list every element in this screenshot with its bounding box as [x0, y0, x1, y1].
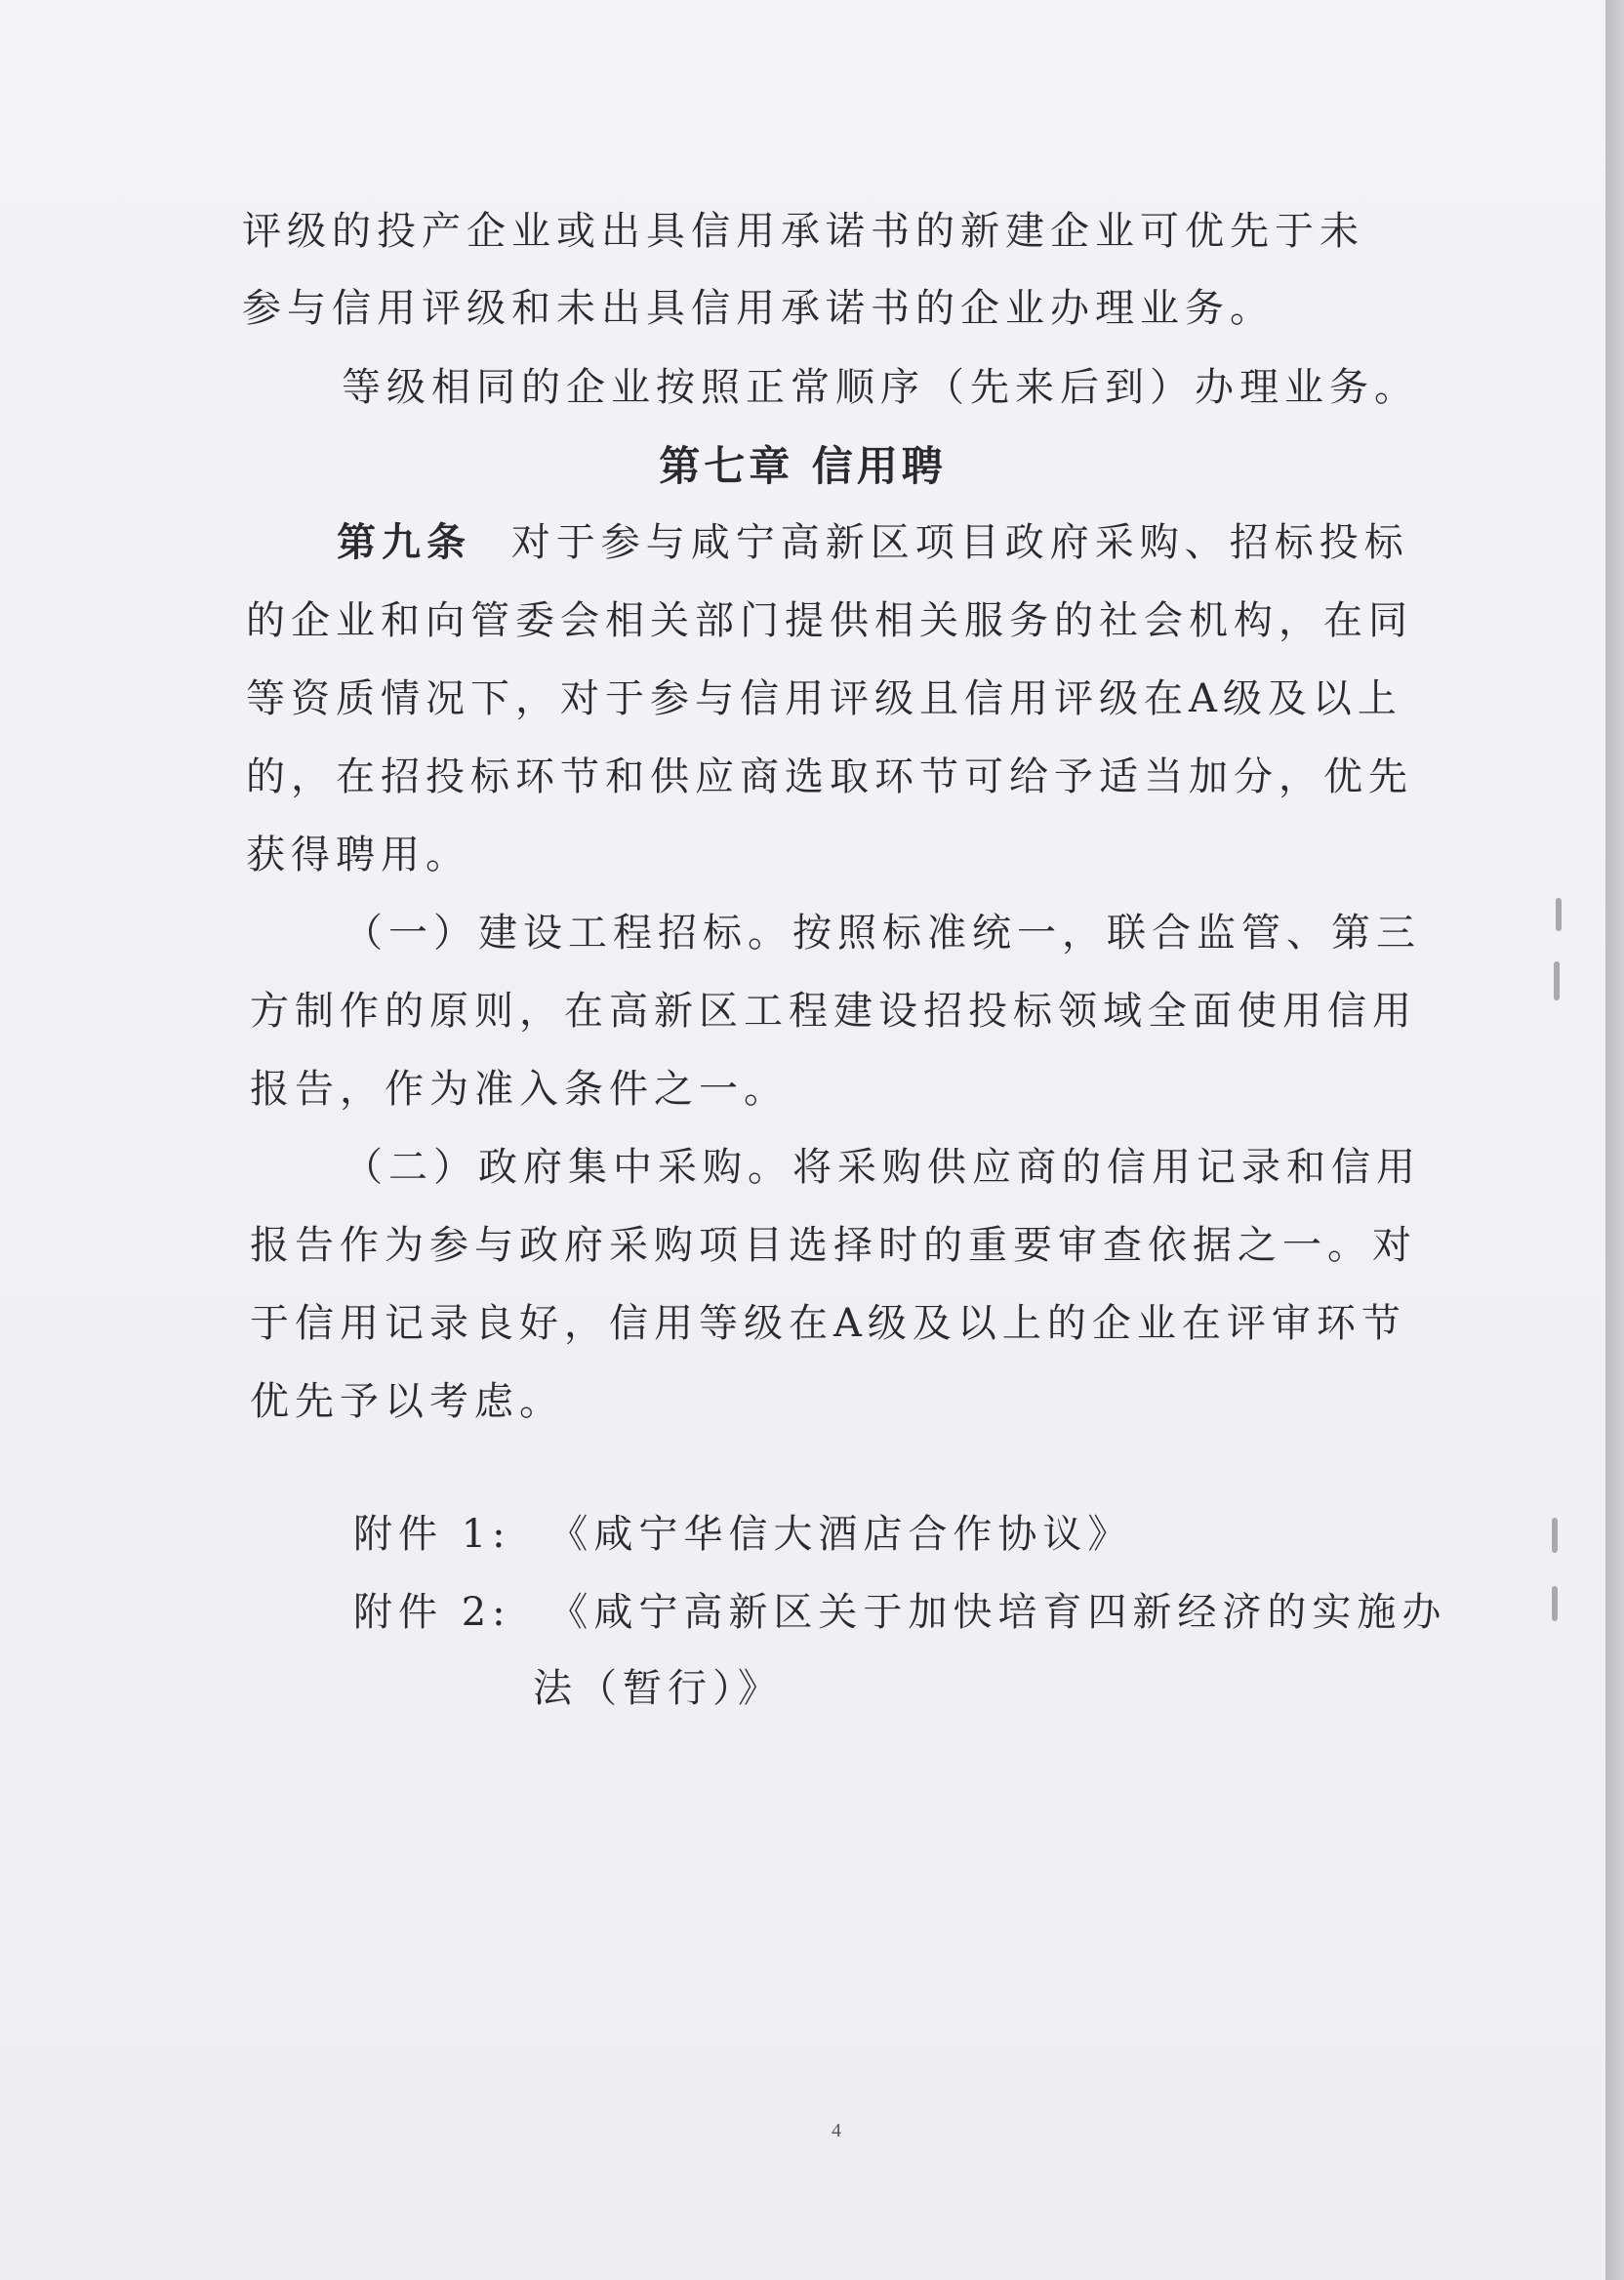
item-line: （一）建设工程招标。按照标准统一，联合监管、第三: [344, 911, 1421, 956]
article-first-line: [337, 519, 1409, 566]
attachment-label: 附件 1:: [353, 1512, 511, 1557]
attachment-label: 附件 2:: [353, 1590, 511, 1635]
page-number: 4: [832, 2120, 841, 2141]
attachment-2-continued: 法（暂行）》: [533, 1666, 783, 1711]
body-line: 评级的投产企业或出具信用承诺书的新建企业可优先于未: [242, 209, 1364, 254]
item-line: 报告，作为准入条件之一。: [250, 1067, 789, 1112]
page-edge-shadow: [1605, 0, 1624, 2280]
item-line: 优先予以考虑。: [250, 1379, 564, 1424]
body-line: 等资质情况下，对于参与信用评级且信用评级在A级及以上: [246, 676, 1402, 721]
attachment-title: 《咸宁高新区关于加快培育四新经济的实施办: [548, 1590, 1447, 1635]
article-label: 第九条: [337, 520, 471, 565]
article-text: 对于参与咸宁高新区项目政府采购、招标投标: [510, 520, 1409, 565]
body-line: 获得聘用。: [246, 833, 470, 877]
attachment-2: [353, 1589, 1446, 1636]
attachment-title: 《咸宁华信大酒店合作协议》: [548, 1512, 1133, 1557]
item-line: 方制作的原则，在高新区工程建设招投标领域全面使用信用: [250, 989, 1417, 1034]
binding-hole: [1554, 961, 1560, 1000]
item-line: 于信用记录良好，信用等级在A级及以上的企业在评审环节: [250, 1301, 1406, 1346]
binding-hole: [1552, 1518, 1558, 1553]
body-line: 的，在招投标环节和供应商选取环节可给予适当加分，优先: [246, 754, 1413, 799]
item-line: （二）政府集中采购。将采购供应商的信用记录和信用: [344, 1145, 1421, 1190]
body-line: 的企业和向管委会相关部门提供相关服务的社会机构，在同: [246, 598, 1413, 643]
binding-hole: [1552, 1586, 1558, 1621]
binding-hole: [1556, 898, 1562, 931]
attachment-1: [353, 1511, 1132, 1558]
item-line: 报告作为参与政府采购项目选择时的重要审查依据之一。对: [250, 1223, 1417, 1268]
chapter-heading: 第七章 信用聘: [659, 442, 947, 490]
body-line: 参与信用评级和未出具信用承诺书的企业办理业务。: [242, 286, 1275, 331]
body-line: 等级相同的企业按照正常顺序（先来后到）办理业务。: [342, 365, 1419, 410]
